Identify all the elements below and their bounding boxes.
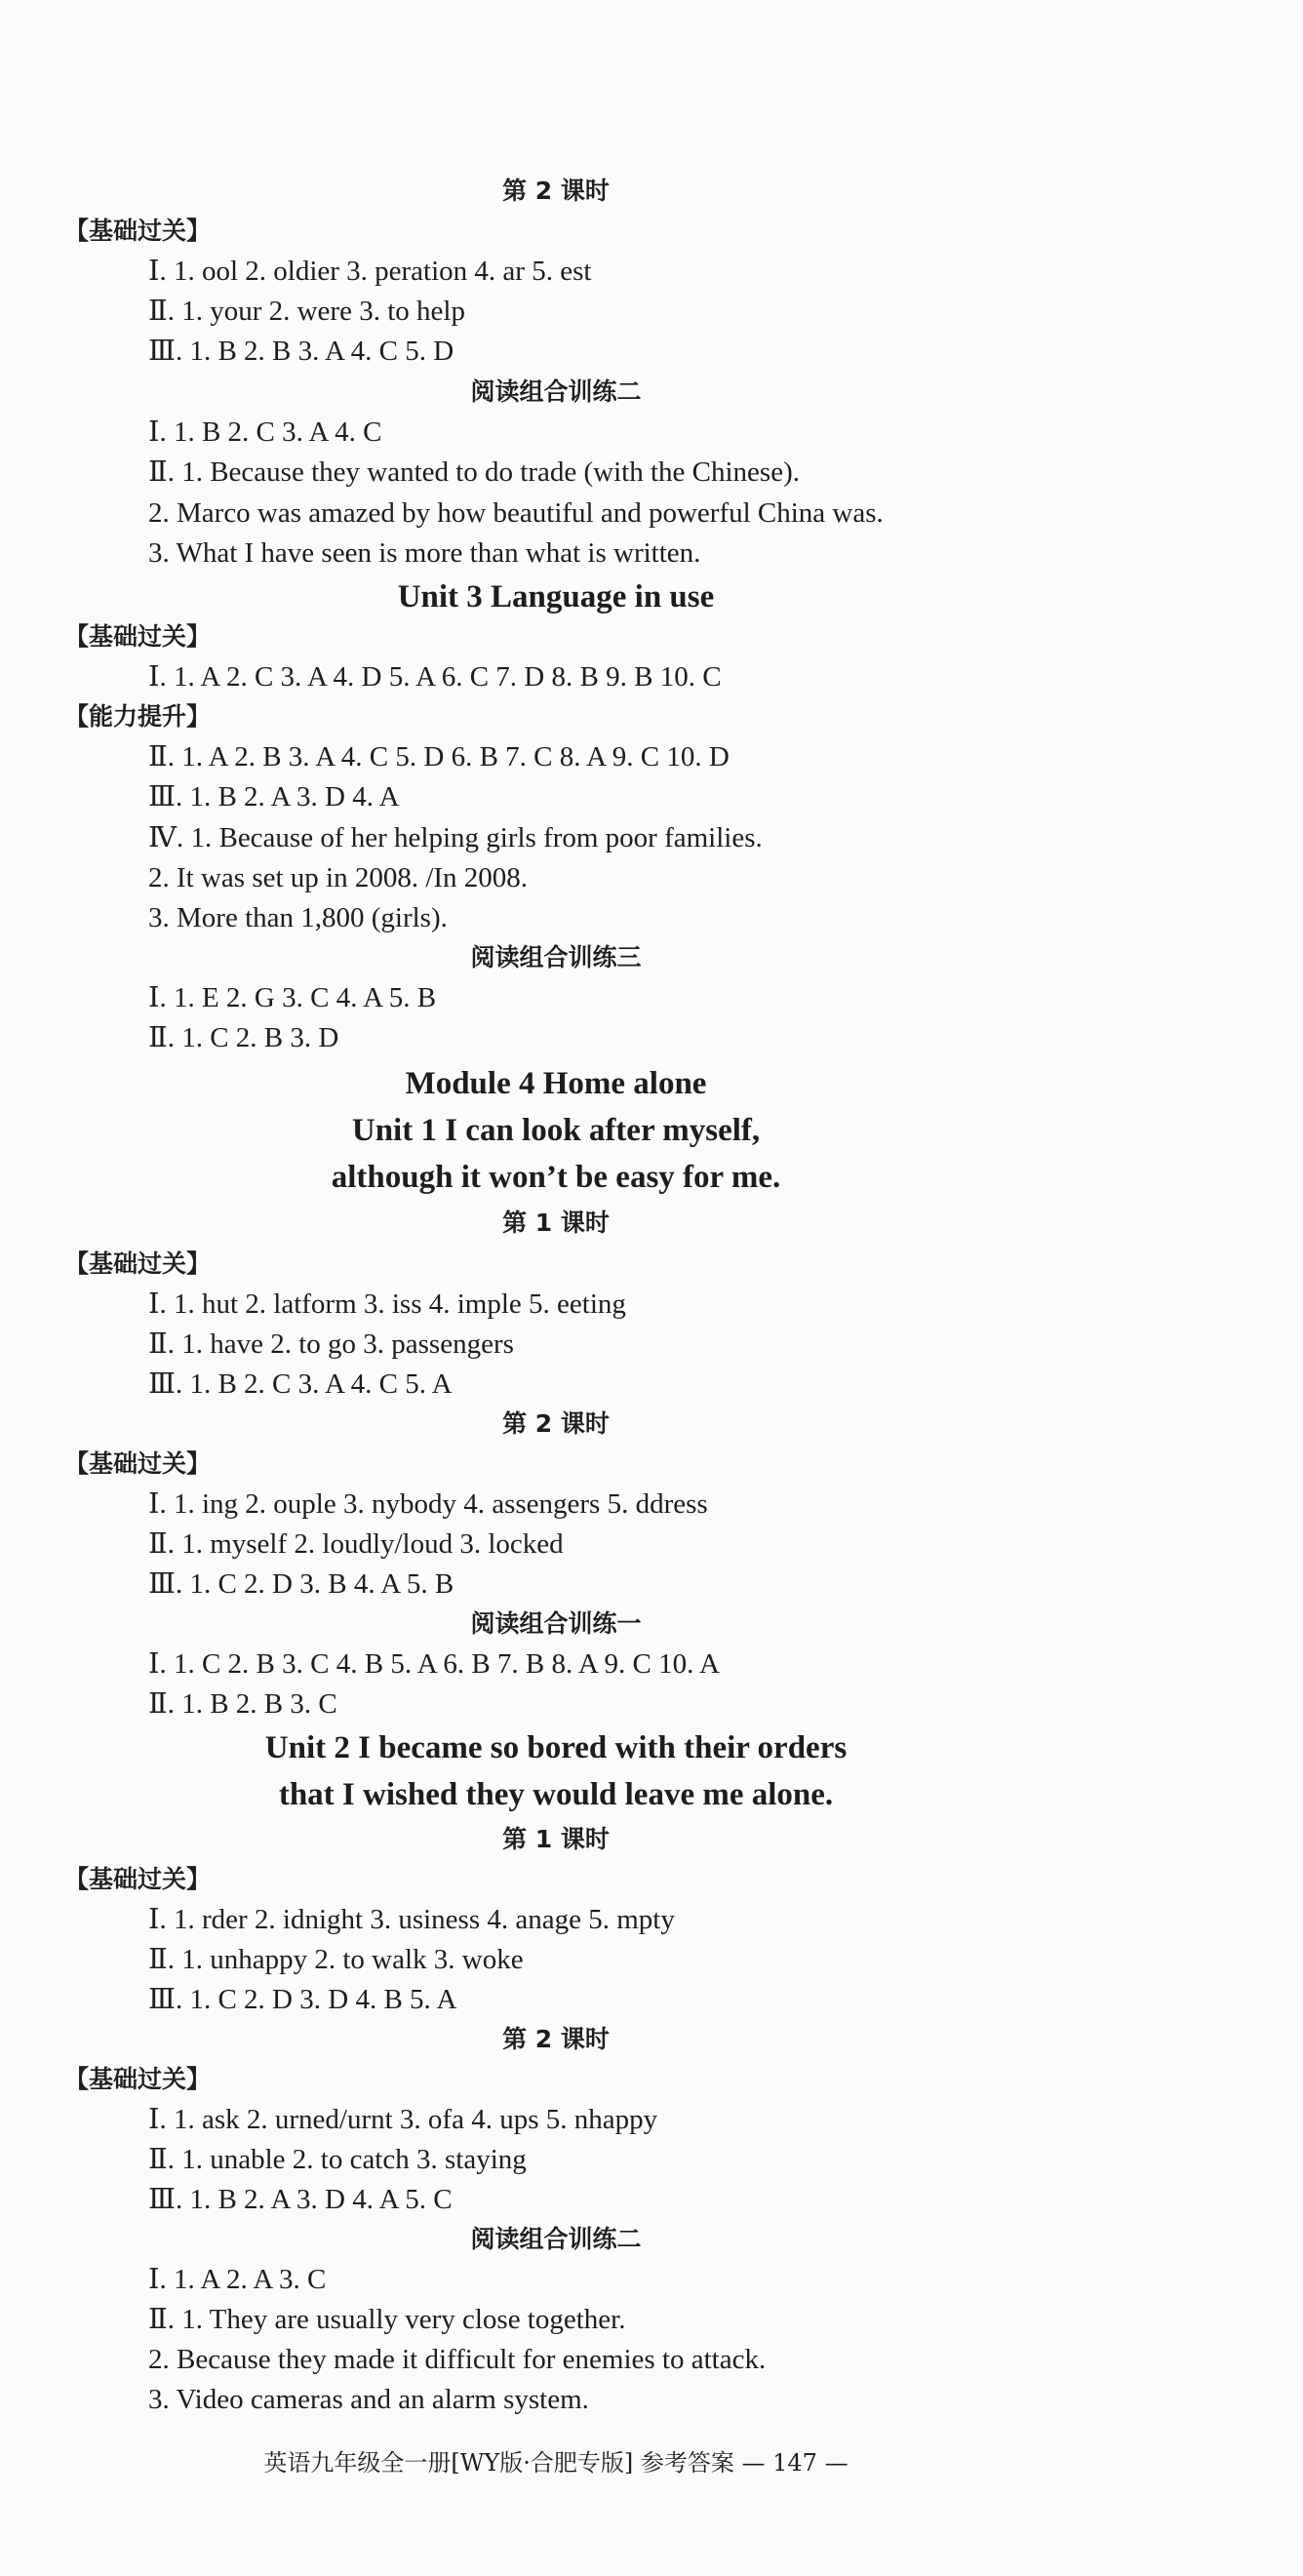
answer-line: Ⅱ. 1. C 2. B 3. D <box>148 1022 339 1053</box>
answer-line: Ⅲ. 1. B 2. A 3. D 4. A 5. C <box>148 2184 453 2215</box>
lesson-heading: 第 2 课时 <box>502 2025 610 2053</box>
answer-line: Ⅳ. 1. Because of her helping girls from poor families. <box>148 822 763 853</box>
answer-line: Ⅱ. 1. A 2. B 3. A 4. C 5. D 6. B 7. C 8. A 9. C 10. D <box>148 741 730 773</box>
lesson-heading: 第 1 课时 <box>502 1209 610 1237</box>
answer-line: Ⅱ. 1. They are usually very close together. <box>148 2304 626 2335</box>
answer-line: Ⅲ. 1. B 2. A 3. D 4. A <box>148 781 400 812</box>
answer-line: Ⅲ. 1. B 2. B 3. A 4. C 5. D <box>148 336 454 367</box>
answer-line: Ⅱ. 1. your 2. were 3. to help <box>148 296 465 327</box>
answer-line: Ⅰ. 1. A 2. A 3. C <box>148 2264 327 2295</box>
answer-line: Ⅲ. 1. C 2. D 3. B 4. A 5. B <box>148 1568 454 1600</box>
answer-line: 3. What I have seen is more than what is written. <box>148 537 701 569</box>
section-label: 【基础过关】 <box>64 1249 212 1278</box>
section-label: 【能力提升】 <box>64 702 212 731</box>
answer-line: Ⅰ. 1. A 2. C 3. A 4. D 5. A 6. C 7. D 8. B 9. B 10. C <box>148 661 722 693</box>
answer-line: Ⅰ. 1. ask 2. urned/urnt 3. ofa 4. ups 5. nhappy <box>148 2104 658 2135</box>
answer-line: Ⅱ. 1. unhappy 2. to walk 3. woke <box>148 1944 524 1975</box>
answer-line: Ⅱ. 1. B 2. B 3. C <box>148 1688 337 1720</box>
section-label: 【基础过关】 <box>64 217 212 245</box>
answer-line: Ⅰ. 1. B 2. C 3. A 4. C <box>148 416 382 448</box>
unit-title: Unit 2 I became so bored with their orders <box>264 1730 848 1765</box>
answer-line: Ⅱ. 1. myself 2. loudly/loud 3. locked <box>148 1528 564 1560</box>
page-footer: 英语九年级全一册[WY版·合肥专版] 参考答案 — 147 — <box>263 2449 849 2477</box>
answer-line: 3. More than 1,800 (girls). <box>148 902 448 933</box>
answer-line: Ⅲ. 1. C 2. D 3. D 4. B 5. A <box>148 1984 457 2015</box>
unit-title: Unit 1 I can look after myself, <box>351 1113 761 1148</box>
answer-line: Ⅲ. 1. B 2. C 3. A 4. C 5. A <box>148 1368 453 1400</box>
answer-line: Ⅱ. 1. unable 2. to catch 3. staying <box>148 2144 527 2175</box>
answer-line: Ⅱ. 1. have 2. to go 3. passengers <box>148 1328 514 1360</box>
reading-heading: 阅读组合训练二 <box>470 377 642 406</box>
module-title: Module 4 Home alone <box>405 1066 707 1101</box>
section-label: 【基础过关】 <box>64 1449 212 1478</box>
answer-line: Ⅰ. 1. ing 2. ouple 3. nybody 4. assengers 5. ddress <box>148 1488 708 1520</box>
answer-line: Ⅰ. 1. rder 2. idnight 3. usiness 4. anage 5. mpty <box>148 1904 675 1935</box>
answer-line: Ⅰ. 1. hut 2. latform 3. iss 4. imple 5. eeting <box>148 1288 626 1320</box>
answer-line: Ⅰ. 1. ool 2. oldier 3. peration 4. ar 5. est <box>148 256 592 287</box>
section-label: 【基础过关】 <box>64 1865 212 1893</box>
lesson-heading: 第 1 课时 <box>502 1825 610 1853</box>
reading-heading: 阅读组合训练一 <box>470 1609 642 1638</box>
unit-title: although it won’t be easy for me. <box>331 1160 781 1195</box>
lesson-heading: 第 2 课时 <box>502 1409 610 1438</box>
answer-line: Ⅰ. 1. E 2. G 3. C 4. A 5. B <box>148 982 437 1013</box>
section-label: 【基础过关】 <box>64 2065 212 2093</box>
answer-line: 2. It was set up in 2008. /In 2008. <box>148 862 529 893</box>
lesson-heading: 第 2 课时 <box>502 177 610 205</box>
reading-heading: 阅读组合训练三 <box>470 943 642 971</box>
unit-title: Unit 3 Language in use <box>397 579 715 614</box>
unit-title: that I wished they would leave me alone. <box>278 1777 834 1812</box>
section-label: 【基础过关】 <box>64 622 212 651</box>
answer-line: Ⅰ. 1. C 2. B 3. C 4. B 5. A 6. B 7. B 8. A 9. C 10. A <box>148 1648 720 1680</box>
answer-line: 2. Marco was amazed by how beautiful and powerful China was. <box>148 497 884 529</box>
answer-line: Ⅱ. 1. Because they wanted to do trade (with the Chinese). <box>148 456 800 488</box>
reading-heading: 阅读组合训练二 <box>470 2225 642 2253</box>
answer-line: 2. Because they made it difficult for enemies to attack. <box>148 2344 767 2375</box>
answer-line: 3. Video cameras and an alarm system. <box>148 2384 589 2415</box>
